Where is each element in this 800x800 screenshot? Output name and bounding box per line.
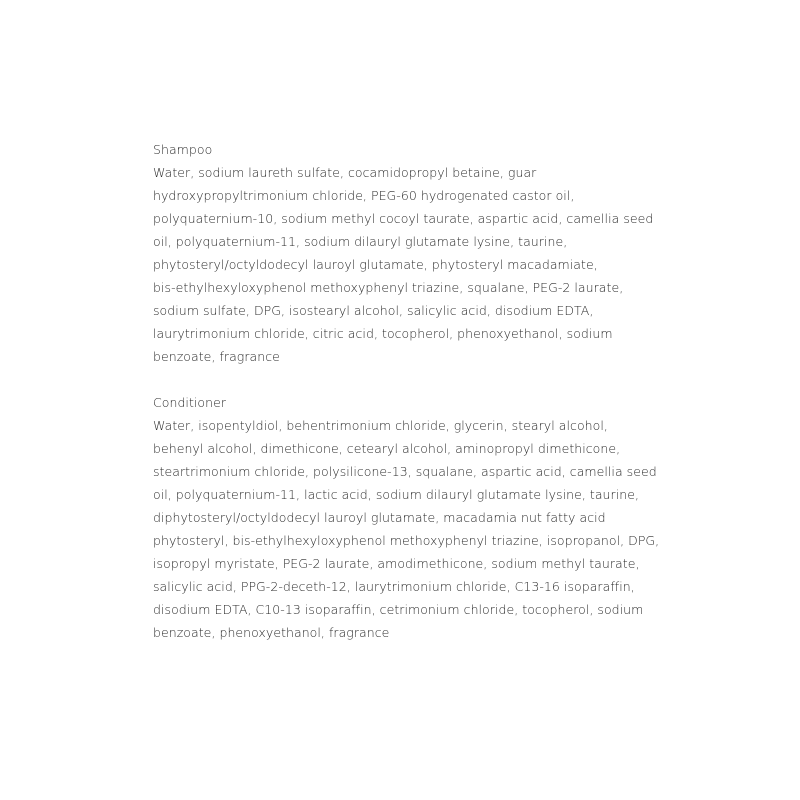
conditioner-ingredients-line: oil, polyquaternium-11, lactic acid, sodium dilauryl glutamate lysine, taurine, bbox=[153, 487, 639, 502]
conditioner-ingredients-line: salicylic acid, PPG-2-deceth-12, laurytrimonium chloride, C13-16 isoparaffin, bbox=[153, 579, 635, 594]
conditioner-ingredients-line: behenyl alcohol, dimethicone, cetearyl alcohol, aminopropyl dimethicone, bbox=[153, 441, 621, 456]
shampoo-ingredients-line: bis-ethylhexyloxyphenol methoxyphenyl triazine, squalane, PEG-2 laurate, bbox=[153, 280, 624, 295]
conditioner-ingredients-line: diphytosteryl/octyldodecyl lauroyl glutamate, macadamia nut fatty acid bbox=[153, 510, 606, 525]
conditioner-ingredients-line: isopropyl myristate, PEG-2 laurate, amodimethicone, sodium methyl taurate, bbox=[153, 556, 640, 571]
conditioner-ingredients-line: phytosteryl, bis-ethylhexyloxyphenol methoxyphenyl triazine, isopropanol, DPG, bbox=[153, 533, 660, 548]
ingredients-document bbox=[153, 138, 660, 644]
shampoo-ingredients-line: benzoate, fragrance bbox=[153, 349, 280, 364]
conditioner-heading: Conditioner bbox=[153, 395, 227, 410]
shampoo-heading: Shampoo bbox=[153, 142, 213, 157]
shampoo-ingredients-line: oil, polyquaternium-11, sodium dilauryl glutamate lysine, taurine, bbox=[153, 234, 568, 249]
conditioner-section bbox=[153, 391, 660, 644]
conditioner-ingredients-line: Water, isopentyldiol, behentrimonium chloride, glycerin, stearyl alcohol, bbox=[153, 418, 608, 433]
conditioner-ingredients-line: disodium EDTA, C10-13 isoparaffin, cetrimonium chloride, tocopherol, sodium bbox=[153, 602, 644, 617]
shampoo-ingredients-line: phytosteryl/octyldodecyl lauroyl glutamate, phytosteryl macadamiate, bbox=[153, 257, 598, 272]
shampoo-ingredients-line: laurytrimonium chloride, citric acid, tocopherol, phenoxyethanol, sodium bbox=[153, 326, 613, 341]
shampoo-ingredients-line: polyquaternium-10, sodium methyl cocoyl taurate, aspartic acid, camellia seed bbox=[153, 211, 654, 226]
conditioner-ingredients-line: steartrimonium chloride, polysilicone-13, squalane, aspartic acid, camellia seed bbox=[153, 464, 657, 479]
shampoo-ingredients-line: hydroxypropyltrimonium chloride, PEG-60 hydrogenated castor oil, bbox=[153, 188, 575, 203]
shampoo-section bbox=[153, 138, 653, 368]
conditioner-ingredients-line: benzoate, phenoxyethanol, fragrance bbox=[153, 625, 390, 640]
shampoo-ingredients-line: sodium sulfate, DPG, isostearyl alcohol, salicylic acid, disodium EDTA, bbox=[153, 303, 594, 318]
shampoo-ingredients-line: Water, sodium laureth sulfate, cocamidopropyl betaine, guar bbox=[153, 165, 537, 180]
